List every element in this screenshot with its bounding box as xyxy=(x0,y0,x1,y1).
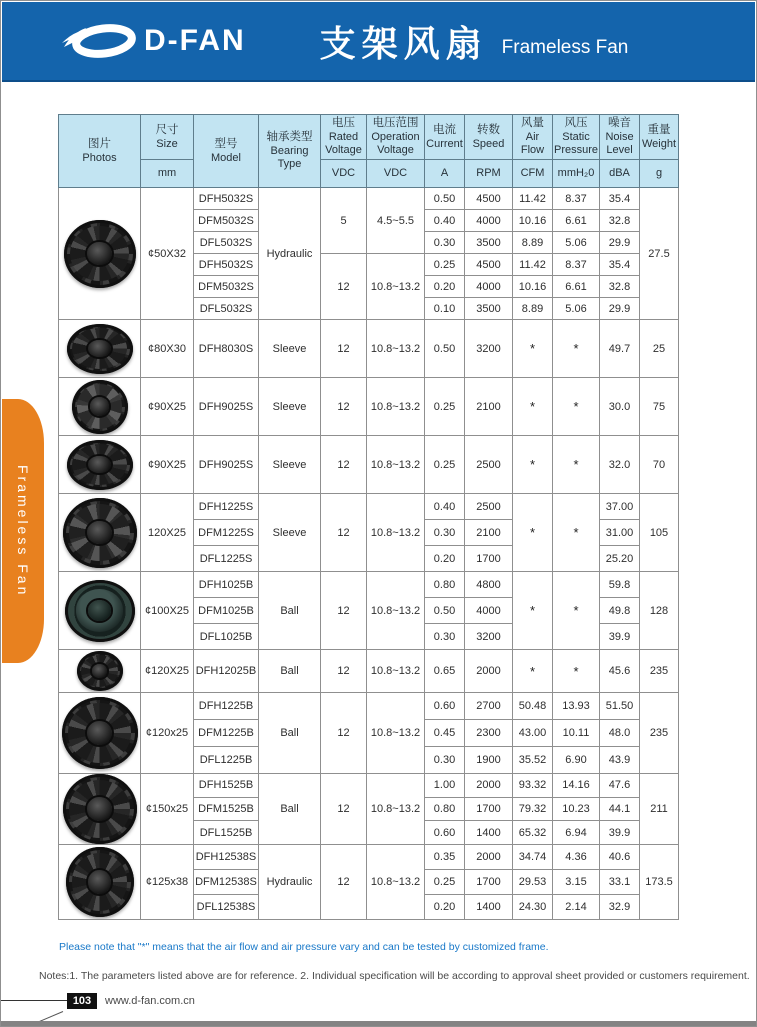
noise-cell: 31.00 xyxy=(600,520,640,546)
noise-cell: 25.20 xyxy=(600,546,640,572)
noise-cell: 37.00 xyxy=(600,494,640,520)
model-cell: DFL1225B xyxy=(194,747,259,774)
current-cell: 0.45 xyxy=(425,720,465,747)
operation-voltage-cell: 4.5~5.5 xyxy=(367,188,425,254)
airflow-cell: 8.89 xyxy=(513,298,553,320)
weight-cell: 128 xyxy=(640,572,679,650)
table-unit-row xyxy=(59,160,679,188)
speed-cell: 2500 xyxy=(465,436,513,494)
pressure-cell: 8.37 xyxy=(553,254,600,276)
weight-cell: 27.5 xyxy=(640,188,679,320)
model-cell: DFM1225B xyxy=(194,720,259,747)
speed-cell: 1400 xyxy=(465,895,513,920)
noise-cell: 35.4 xyxy=(600,188,640,210)
operation-voltage-cell: 10.8~13.2 xyxy=(367,436,425,494)
current-cell: 0.50 xyxy=(425,598,465,624)
speed-cell: 2700 xyxy=(465,693,513,720)
bearing-cell: Sleeve xyxy=(259,494,321,572)
model-cell: DFL1525B xyxy=(194,821,259,845)
rated-voltage-cell: 12 xyxy=(321,650,367,693)
model-cell: DFL5032S xyxy=(194,298,259,320)
weight-cell: 211 xyxy=(640,774,679,845)
speed-cell: 3200 xyxy=(465,624,513,650)
table-row xyxy=(59,494,679,520)
rated-voltage-cell: 12 xyxy=(321,436,367,494)
speed-cell: 2100 xyxy=(465,378,513,436)
speed-cell: 4000 xyxy=(465,276,513,298)
pressure-cell: * xyxy=(553,494,600,572)
col-photos: 图片 Photos xyxy=(59,115,141,188)
speed-cell: 1700 xyxy=(465,546,513,572)
noise-cell: 32.8 xyxy=(600,210,640,232)
current-cell: 0.25 xyxy=(425,870,465,895)
airflow-cell: 11.42 xyxy=(513,188,553,210)
fan-photo xyxy=(66,847,134,917)
bearing-cell: Ball xyxy=(259,572,321,650)
unit-weight: g xyxy=(640,160,679,188)
current-cell: 0.60 xyxy=(425,821,465,845)
pressure-cell: * xyxy=(553,650,600,693)
model-cell: DFH1225S xyxy=(194,494,259,520)
noise-cell: 43.9 xyxy=(600,747,640,774)
fan-photo xyxy=(67,324,133,374)
fan-photo xyxy=(63,774,137,844)
unit-pressure: mmH₂0 xyxy=(553,160,600,188)
airflow-cell: * xyxy=(513,320,553,378)
page-title-en: Frameless Fan xyxy=(501,37,629,58)
col-size: 尺寸 Size xyxy=(141,115,194,160)
pressure-cell: 6.90 xyxy=(553,747,600,774)
page-header xyxy=(2,2,755,82)
col-pressure: 风压 Static Pressure xyxy=(553,115,600,160)
size-cell: ¢100X25 xyxy=(141,572,194,650)
airflow-cell: 93.32 xyxy=(513,774,553,798)
rated-voltage-cell: 12 xyxy=(321,572,367,650)
rated-voltage-cell: 12 xyxy=(321,320,367,378)
photo-cell xyxy=(59,845,141,920)
model-cell: DFL1225S xyxy=(194,546,259,572)
current-cell: 0.35 xyxy=(425,845,465,870)
airflow-cell: 65.32 xyxy=(513,821,553,845)
bearing-cell: Sleeve xyxy=(259,436,321,494)
model-cell: DFM1525B xyxy=(194,797,259,821)
operation-voltage-cell: 10.8~13.2 xyxy=(367,378,425,436)
model-cell: DFH1025B xyxy=(194,572,259,598)
rated-voltage-cell: 12 xyxy=(321,845,367,920)
speed-cell: 4500 xyxy=(465,254,513,276)
current-cell: 0.80 xyxy=(425,572,465,598)
pressure-cell: 6.61 xyxy=(553,276,600,298)
model-cell: DFH12025B xyxy=(194,650,259,693)
speed-cell: 1700 xyxy=(465,797,513,821)
operation-voltage-cell: 10.8~13.2 xyxy=(367,650,425,693)
photo-cell xyxy=(59,650,141,693)
fan-photo xyxy=(63,498,137,568)
photo-cell xyxy=(59,774,141,845)
speed-cell: 3500 xyxy=(465,298,513,320)
speed-cell: 2000 xyxy=(465,650,513,693)
model-cell: DFM5032S xyxy=(194,276,259,298)
pressure-cell: 6.61 xyxy=(553,210,600,232)
airflow-cell: 10.16 xyxy=(513,276,553,298)
current-cell: 0.30 xyxy=(425,624,465,650)
pressure-cell: 5.06 xyxy=(553,298,600,320)
photo-cell xyxy=(59,188,141,320)
model-cell: DFH1225B xyxy=(194,693,259,720)
pressure-cell: 13.93 xyxy=(553,693,600,720)
pressure-cell: 6.94 xyxy=(553,821,600,845)
unit-noise: dBA xyxy=(600,160,640,188)
noise-cell: 40.6 xyxy=(600,845,640,870)
airflow-cell: 10.16 xyxy=(513,210,553,232)
fan-spec-table xyxy=(58,114,679,920)
current-cell: 0.40 xyxy=(425,210,465,232)
airflow-cell: * xyxy=(513,436,553,494)
pressure-cell: 2.14 xyxy=(553,895,600,920)
airflow-cell: 43.00 xyxy=(513,720,553,747)
current-cell: 0.60 xyxy=(425,693,465,720)
model-cell: DFH9025S xyxy=(194,378,259,436)
speed-cell: 2000 xyxy=(465,774,513,798)
noise-cell: 32.9 xyxy=(600,895,640,920)
model-cell: DFM1025B xyxy=(194,598,259,624)
footer-rule xyxy=(1,1000,67,1001)
current-cell: 0.80 xyxy=(425,797,465,821)
photo-cell xyxy=(59,693,141,774)
size-cell: ¢50X32 xyxy=(141,188,194,320)
speed-cell: 1700 xyxy=(465,870,513,895)
airflow-cell: * xyxy=(513,378,553,436)
unit-oper: VDC xyxy=(367,160,425,188)
table-row xyxy=(59,572,679,598)
speed-cell: 4500 xyxy=(465,188,513,210)
noise-cell: 47.6 xyxy=(600,774,640,798)
photo-cell xyxy=(59,436,141,494)
fan-photo xyxy=(62,697,138,769)
reference-notes: Notes:1. The parameters listed above are for reference. 2. Individual specification will be according to approval sheet provided or customers requirement. xyxy=(39,970,750,982)
col-bearing: 轴承类型 Bearing Type xyxy=(259,115,321,188)
col-noise: 噪音 Noise Level xyxy=(600,115,640,160)
airflow-cell: 24.30 xyxy=(513,895,553,920)
current-cell: 0.10 xyxy=(425,298,465,320)
speed-cell: 1400 xyxy=(465,821,513,845)
operation-voltage-cell: 10.8~13.2 xyxy=(367,320,425,378)
size-cell: ¢150x25 xyxy=(141,774,194,845)
page-title-zh: 支架风扇 xyxy=(319,22,488,64)
table-header-row xyxy=(59,115,679,160)
bottom-edge-strip xyxy=(1,1021,756,1026)
unit-size: mm xyxy=(141,160,194,188)
operation-voltage-cell: 10.8~13.2 xyxy=(367,693,425,774)
noise-cell: 33.1 xyxy=(600,870,640,895)
operation-voltage-cell: 10.8~13.2 xyxy=(367,845,425,920)
operation-voltage-cell: 10.8~13.2 xyxy=(367,254,425,320)
table-row xyxy=(59,436,679,494)
brand-name: D-FAN xyxy=(144,24,246,57)
col-weight: 重量 Weight xyxy=(640,115,679,160)
col-airflow: 风量 Air Flow xyxy=(513,115,553,160)
pressure-cell: 10.11 xyxy=(553,720,600,747)
weight-cell: 105 xyxy=(640,494,679,572)
model-cell: DFL12538S xyxy=(194,895,259,920)
size-cell: ¢120X25 xyxy=(141,650,194,693)
airflow-cell: 11.42 xyxy=(513,254,553,276)
pressure-cell: 3.15 xyxy=(553,870,600,895)
speed-cell: 2100 xyxy=(465,520,513,546)
current-cell: 0.65 xyxy=(425,650,465,693)
rated-voltage-cell: 12 xyxy=(321,494,367,572)
col-speed: 转数 Speed xyxy=(465,115,513,160)
photo-cell xyxy=(59,572,141,650)
pressure-cell: 4.36 xyxy=(553,845,600,870)
section-tab-frameless-fan xyxy=(2,399,44,663)
unit-speed: RPM xyxy=(465,160,513,188)
current-cell: 0.25 xyxy=(425,378,465,436)
pressure-cell: 10.23 xyxy=(553,797,600,821)
section-tab-label: Frameless Fan xyxy=(15,464,31,598)
bearing-cell: Sleeve xyxy=(259,378,321,436)
current-cell: 0.20 xyxy=(425,895,465,920)
model-cell: DFH12538S xyxy=(194,845,259,870)
speed-cell: 4800 xyxy=(465,572,513,598)
current-cell: 0.50 xyxy=(425,188,465,210)
model-cell: DFH5032S xyxy=(194,254,259,276)
noise-cell: 49.7 xyxy=(600,320,640,378)
airflow-cell: 29.53 xyxy=(513,870,553,895)
noise-cell: 32.0 xyxy=(600,436,640,494)
airflow-cell: 8.89 xyxy=(513,232,553,254)
bearing-cell: Ball xyxy=(259,774,321,845)
current-cell: 0.20 xyxy=(425,546,465,572)
website-url: www.d-fan.com.cn xyxy=(105,995,195,1007)
table-row xyxy=(59,650,679,693)
rated-voltage-cell: 12 xyxy=(321,378,367,436)
rated-voltage-cell: 12 xyxy=(321,693,367,774)
pressure-cell: * xyxy=(553,378,600,436)
noise-cell: 39.9 xyxy=(600,821,640,845)
noise-cell: 29.9 xyxy=(600,232,640,254)
model-cell: DFM1225S xyxy=(194,520,259,546)
noise-cell: 49.8 xyxy=(600,598,640,624)
table-row xyxy=(59,378,679,436)
operation-voltage-cell: 10.8~13.2 xyxy=(367,494,425,572)
size-cell: 120X25 xyxy=(141,494,194,572)
pressure-cell: 8.37 xyxy=(553,188,600,210)
airflow-cell: 34.74 xyxy=(513,845,553,870)
table-row xyxy=(59,188,679,210)
current-cell: 0.40 xyxy=(425,494,465,520)
model-cell: DFH5032S xyxy=(194,188,259,210)
bearing-cell: Ball xyxy=(259,650,321,693)
bearing-cell: Hydraulic xyxy=(259,845,321,920)
noise-cell: 48.0 xyxy=(600,720,640,747)
model-cell: DFL5032S xyxy=(194,232,259,254)
speed-cell: 3200 xyxy=(465,320,513,378)
swoosh-ellipse-icon xyxy=(60,19,138,63)
col-model: 型号 Model xyxy=(194,115,259,188)
airflow-cell: 79.32 xyxy=(513,797,553,821)
current-cell: 0.30 xyxy=(425,747,465,774)
fan-photo xyxy=(65,580,135,642)
photo-cell xyxy=(59,320,141,378)
current-cell: 0.30 xyxy=(425,232,465,254)
rated-voltage-cell: 12 xyxy=(321,254,367,320)
noise-cell: 45.6 xyxy=(600,650,640,693)
size-cell: ¢80X30 xyxy=(141,320,194,378)
weight-cell: 235 xyxy=(640,693,679,774)
operation-voltage-cell: 10.8~13.2 xyxy=(367,572,425,650)
col-rated-voltage: 电压 Rated Voltage xyxy=(321,115,367,160)
rated-voltage-cell: 12 xyxy=(321,774,367,845)
noise-cell: 39.9 xyxy=(600,624,640,650)
size-cell: ¢125x38 xyxy=(141,845,194,920)
model-cell: DFH8030S xyxy=(194,320,259,378)
model-cell: DFH9025S xyxy=(194,436,259,494)
current-cell: 0.25 xyxy=(425,254,465,276)
table-row xyxy=(59,320,679,378)
unit-current: A xyxy=(425,160,465,188)
fan-photo xyxy=(64,220,136,288)
size-cell: ¢120x25 xyxy=(141,693,194,774)
brand-logo xyxy=(60,19,246,63)
col-operation-voltage: 电压范围 Operation Voltage xyxy=(367,115,425,160)
pressure-cell: * xyxy=(553,320,600,378)
airflow-cell: 50.48 xyxy=(513,693,553,720)
model-cell: DFM5032S xyxy=(194,210,259,232)
unit-airflow: CFM xyxy=(513,160,553,188)
photo-cell xyxy=(59,378,141,436)
bearing-cell: Sleeve xyxy=(259,320,321,378)
current-cell: 0.20 xyxy=(425,276,465,298)
model-cell: DFM12538S xyxy=(194,870,259,895)
weight-cell: 173.5 xyxy=(640,845,679,920)
airflow-cell: * xyxy=(513,650,553,693)
pressure-cell: * xyxy=(553,572,600,650)
airflow-cell: * xyxy=(513,572,553,650)
page-number-badge: 103 xyxy=(67,993,97,1009)
table-row xyxy=(59,774,679,798)
noise-cell: 51.50 xyxy=(600,693,640,720)
noise-cell: 59.8 xyxy=(600,572,640,598)
speed-cell: 2300 xyxy=(465,720,513,747)
fan-photo xyxy=(67,440,133,490)
current-cell: 0.30 xyxy=(425,520,465,546)
weight-cell: 75 xyxy=(640,378,679,436)
size-cell: ¢90X25 xyxy=(141,436,194,494)
noise-cell: 29.9 xyxy=(600,298,640,320)
table-row xyxy=(59,845,679,870)
weight-cell: 25 xyxy=(640,320,679,378)
noise-cell: 30.0 xyxy=(600,378,640,436)
current-cell: 0.50 xyxy=(425,320,465,378)
pressure-cell: * xyxy=(553,436,600,494)
noise-cell: 32.8 xyxy=(600,276,640,298)
model-cell: DFL1025B xyxy=(194,624,259,650)
fan-photo xyxy=(77,651,123,691)
speed-cell: 4000 xyxy=(465,598,513,624)
unit-rated: VDC xyxy=(321,160,367,188)
bearing-cell: Ball xyxy=(259,693,321,774)
rated-voltage-cell: 5 xyxy=(321,188,367,254)
speed-cell: 3500 xyxy=(465,232,513,254)
speed-cell: 2000 xyxy=(465,845,513,870)
weight-cell: 235 xyxy=(640,650,679,693)
model-cell: DFH1525B xyxy=(194,774,259,798)
noise-cell: 44.1 xyxy=(600,797,640,821)
asterisk-note: Please note that "*" means that the air flow and air pressure vary and can be tested by customized frame. xyxy=(59,941,549,953)
current-cell: 1.00 xyxy=(425,774,465,798)
size-cell: ¢90X25 xyxy=(141,378,194,436)
weight-cell: 70 xyxy=(640,436,679,494)
col-current: 电流 Current xyxy=(425,115,465,160)
noise-cell: 35.4 xyxy=(600,254,640,276)
operation-voltage-cell: 10.8~13.2 xyxy=(367,774,425,845)
speed-cell: 1900 xyxy=(465,747,513,774)
airflow-cell: * xyxy=(513,494,553,572)
fan-photo xyxy=(72,380,128,434)
photo-cell xyxy=(59,494,141,572)
speed-cell: 4000 xyxy=(465,210,513,232)
table-row xyxy=(59,693,679,720)
pressure-cell: 14.16 xyxy=(553,774,600,798)
current-cell: 0.25 xyxy=(425,436,465,494)
bearing-cell: Hydraulic xyxy=(259,188,321,320)
speed-cell: 2500 xyxy=(465,494,513,520)
airflow-cell: 35.52 xyxy=(513,747,553,774)
pressure-cell: 5.06 xyxy=(553,232,600,254)
